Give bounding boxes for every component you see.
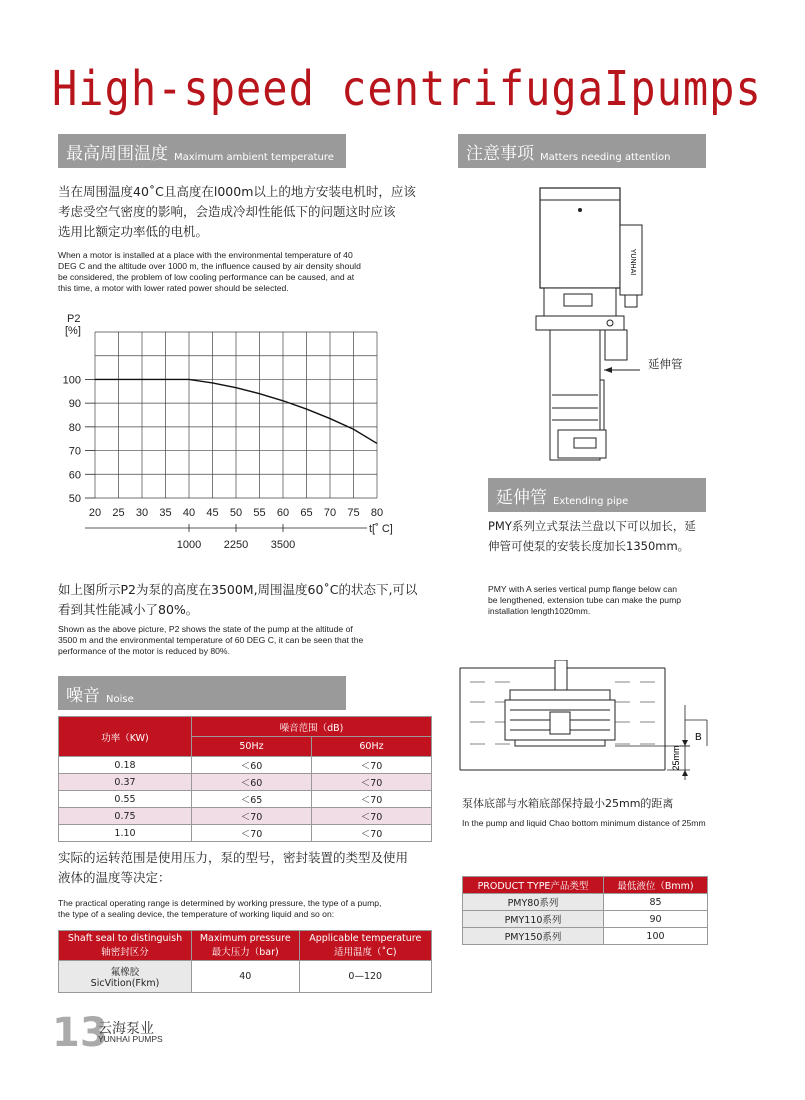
x-tick-label: 20 xyxy=(88,507,102,519)
operating-range-zh xyxy=(58,848,428,888)
section-title-en: Maximum ambient temperature xyxy=(174,152,334,163)
dimension-b-label: B xyxy=(695,732,702,743)
section-title-en: Noise xyxy=(106,694,134,705)
line: 选用比额定功率低的电机。 xyxy=(58,224,209,239)
derating-chart xyxy=(50,310,400,555)
section-title-en: Matters needing attention xyxy=(540,152,671,163)
y-tick-label: 90 xyxy=(68,398,81,411)
section-header-attention xyxy=(458,134,706,168)
impeller-top xyxy=(510,690,610,700)
callout-arrowhead xyxy=(604,367,612,373)
line: the type of a sealing device, the temperature of working liquid and so on: xyxy=(58,909,335,919)
x-tick-label: 50 xyxy=(229,507,243,519)
line: DEG C and the altitude over 1000 m, the influence caused by air density should xyxy=(58,261,361,271)
cell: 0.75 xyxy=(59,808,192,825)
line: be considered, the problem of low cooling performance can be caused, and at xyxy=(58,272,355,282)
cell: ＜60 xyxy=(192,757,312,774)
y-tick-label: 50 xyxy=(68,493,81,505)
x-tick-label: 30 xyxy=(135,507,149,519)
x-tick-label: 65 xyxy=(300,507,313,519)
seal-col-temperature xyxy=(299,931,431,961)
table-row xyxy=(463,911,708,928)
header-zh: 最大压力（bar) xyxy=(211,947,279,958)
cell: 0.55 xyxy=(59,791,192,808)
seal-material-en: SicVition(Fkm) xyxy=(90,978,160,989)
cell: ＜70 xyxy=(311,808,431,825)
cell: PMY110系列 xyxy=(463,911,604,928)
seal-material-zh: 氟橡胶 xyxy=(110,967,140,978)
x-tick-label: 70 xyxy=(323,507,337,519)
line: 3500 m and the environmental temperature of 60 DEG C, it can be seen that the xyxy=(58,635,364,645)
dim-arrow xyxy=(682,770,688,776)
header-zh: 轴密封区分 xyxy=(101,947,149,958)
distance-note-zh: 泵体底部与水箱底部保持最小25mm的距离 xyxy=(462,797,674,810)
noise-table xyxy=(58,716,432,842)
header-en: Shaft seal to distinguish xyxy=(67,933,183,944)
temperature-paragraph-en xyxy=(58,250,418,294)
cell: ＜70 xyxy=(192,808,312,825)
table-row xyxy=(463,928,708,945)
noise-col-range: 噪音范围（dB) xyxy=(192,717,432,737)
header-zh: 适用温度（˚C) xyxy=(333,947,397,958)
table-row xyxy=(59,757,432,774)
pump-inlet xyxy=(574,438,596,448)
flange-bolt xyxy=(607,320,613,326)
y-tick-label: 80 xyxy=(68,421,81,434)
header-en: Applicable temperature xyxy=(309,933,422,944)
motor-screw xyxy=(578,208,582,212)
brand-label: YUNHAI xyxy=(629,248,636,276)
pump-base xyxy=(515,740,605,746)
line: PMY with A series vertical pump flange below can xyxy=(488,584,677,594)
product-table xyxy=(462,876,708,945)
table-row xyxy=(59,774,432,791)
x-tick-label: 35 xyxy=(159,507,172,519)
tank-diagram xyxy=(455,660,725,790)
section-title-en: Extending pipe xyxy=(553,496,629,507)
seal-col-pressure xyxy=(192,931,300,961)
line: 看到其性能减小了80%。 xyxy=(58,602,199,617)
line: 如上图所示P2为泵的高度在3500M,周围温度60˚C的状态下,可以 xyxy=(58,582,418,597)
cell: ＜70 xyxy=(311,757,431,774)
line: PMY系列立式泵法兰盘以下可以加长，延 xyxy=(488,519,696,533)
cell: 1.10 xyxy=(59,825,192,842)
brand-name-en: YUNHAI PUMPS xyxy=(98,1034,163,1044)
operating-range-en xyxy=(58,898,438,920)
table-row xyxy=(59,808,432,825)
cell: 100 xyxy=(604,928,708,945)
altitude-tick-label: 3500 xyxy=(270,539,296,551)
line: When a motor is installed at a place with the environmental temperature of 40 xyxy=(58,250,353,260)
page-number: 13 xyxy=(52,1010,108,1056)
x-tick-label: 80 xyxy=(370,507,384,519)
x-tick-label: 40 xyxy=(182,507,196,519)
altitude-tick-label: 1000 xyxy=(176,539,202,551)
line: 伸管可使泵的安装长度加长1350mm。 xyxy=(488,539,690,553)
motor-body xyxy=(540,188,620,288)
dim-arrow xyxy=(682,740,688,746)
cell: 0.37 xyxy=(59,774,192,791)
noise-col-50hz: 50Hz xyxy=(192,737,312,757)
cell: ＜70 xyxy=(192,825,312,842)
brand-name-zh: 云海泵业 xyxy=(98,1021,154,1037)
line: installation length1020mm. xyxy=(488,606,591,616)
cell: 40 xyxy=(192,961,300,993)
dimension-label: 25mm xyxy=(671,745,681,771)
cell: 90 xyxy=(604,911,708,928)
cell: 0.18 xyxy=(59,757,192,774)
chart-explanation-zh xyxy=(58,580,418,620)
nameplate xyxy=(564,294,592,306)
extending-pipe-en xyxy=(488,584,728,617)
outlet-pipe xyxy=(605,330,627,360)
pump-inlet xyxy=(550,712,570,734)
header-en: Maximum pressure xyxy=(199,933,291,944)
table-row xyxy=(59,825,432,842)
extending-pipe-zh xyxy=(488,516,728,556)
cell: PMY80系列 xyxy=(463,894,604,911)
line: Shown as the above picture, P2 shows the state of the pump at the altitude of xyxy=(58,624,353,634)
cable-gland xyxy=(625,295,637,307)
table-row xyxy=(59,791,432,808)
cell: ＜65 xyxy=(192,791,312,808)
cell: PMY150系列 xyxy=(463,928,604,945)
cell: 0—120 xyxy=(299,961,431,993)
page-title: High-speed centrifugaIpumps xyxy=(52,60,762,117)
distance-note-en: In the pump and liquid Chao bottom minimum distance of 25mm xyxy=(462,818,706,828)
product-col-level: 最低液位（Bmm) xyxy=(604,877,708,894)
temperature-paragraph-zh xyxy=(58,182,418,242)
line: 实际的运转范围是使用压力，泵的型号，密封装置的类型及使用 xyxy=(58,850,409,865)
cell: ＜70 xyxy=(311,825,431,842)
y-axis-unit: [%] xyxy=(65,325,81,337)
line: performance of the motor is reduced by 80%. xyxy=(58,646,230,656)
section-header-noise xyxy=(58,676,346,710)
x-tick-label: 25 xyxy=(112,507,125,519)
cell: ＜60 xyxy=(192,774,312,791)
table-row xyxy=(59,961,432,993)
cell: ＜70 xyxy=(311,774,431,791)
seal-table xyxy=(58,930,432,993)
x-tick-label: 45 xyxy=(206,507,219,519)
y-axis-label: P2 xyxy=(67,313,81,325)
line: 考虑受空气密度的影响，会造成冷却性能低下的问题这时应该 xyxy=(58,204,396,219)
y-tick-label: 60 xyxy=(68,469,81,482)
altitude-tick-label: 2250 xyxy=(223,539,249,551)
cell xyxy=(59,961,192,993)
seal-col-shaft xyxy=(59,931,192,961)
x-tick-label: 75 xyxy=(347,507,360,519)
section-title-zh: 延伸管 xyxy=(496,488,547,508)
line: 液体的温度等决定： xyxy=(58,870,171,885)
section-title-zh: 噪音 xyxy=(66,686,100,706)
callout-label: 延伸管 xyxy=(648,357,683,371)
cell: ＜70 xyxy=(311,791,431,808)
cell: 85 xyxy=(604,894,708,911)
pump-illustration xyxy=(500,180,700,470)
line: be lengthened, extension tube can make the pump xyxy=(488,595,682,605)
section-header-temperature xyxy=(58,134,346,168)
product-col-type: PRODUCT TYPE产品类型 xyxy=(463,877,604,894)
table-row xyxy=(463,894,708,911)
chart-explanation-en xyxy=(58,624,418,657)
line: this time, a motor with lower rated power should be selected. xyxy=(58,283,289,293)
x-axis-label: t[˚ C] xyxy=(369,523,393,535)
x-tick-label: 55 xyxy=(253,507,266,519)
y-tick-label: 100 xyxy=(62,374,81,387)
section-title-zh: 注意事项 xyxy=(466,144,534,164)
line: 当在周围温度40˚C且高度在l000m以上的地方安装电机时，应该 xyxy=(58,184,416,199)
line: The practical operating range is determined by working pressure, the type of a pump, xyxy=(58,898,382,908)
noise-col-60hz: 60Hz xyxy=(311,737,431,757)
noise-col-power: 功率（KW) xyxy=(59,717,192,757)
y-tick-label: 70 xyxy=(68,445,81,458)
section-header-extending-pipe xyxy=(488,478,706,512)
x-tick-label: 60 xyxy=(276,507,290,519)
section-title-zh: 最高周围温度 xyxy=(66,144,168,164)
